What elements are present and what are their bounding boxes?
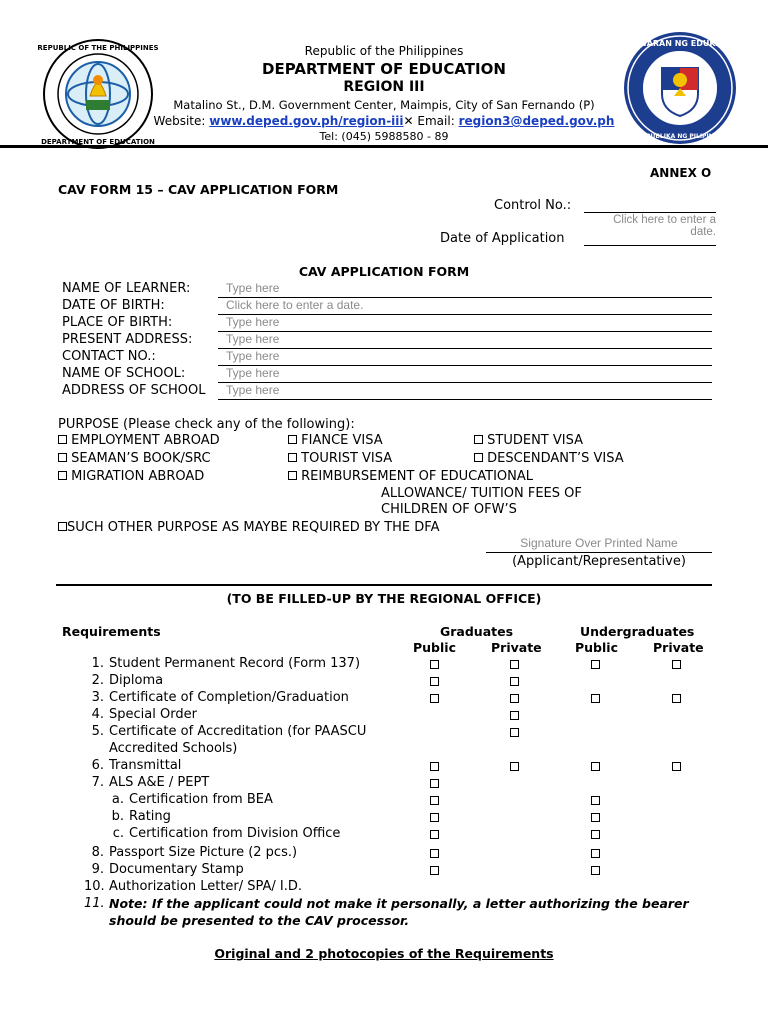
note-line1: Note: If the applicant could not make it personally, a letter authorizing the bearer xyxy=(109,896,689,911)
purpose-label: EMPLOYMENT ABROAD xyxy=(71,433,220,448)
purpose-label: STUDENT VISA xyxy=(487,433,583,448)
checkbox-icon[interactable] xyxy=(591,866,600,875)
checkbox-icon[interactable] xyxy=(591,660,600,669)
requirement-text: Student Permanent Record (Form 137) xyxy=(109,656,361,671)
place-of-birth-input[interactable]: Type here xyxy=(218,315,712,332)
checkbox-icon[interactable] xyxy=(672,660,681,669)
address-of-school-input[interactable]: Type here xyxy=(218,383,712,400)
checkbox-icon[interactable] xyxy=(430,677,439,686)
purpose-tourist-visa[interactable] xyxy=(288,451,392,466)
checkbox-icon[interactable] xyxy=(430,694,439,703)
purpose-label: REIMBURSEMENT OF EDUCATIONAL xyxy=(301,469,534,484)
present-address-input[interactable]: Type here xyxy=(218,332,712,349)
signature-caption: (Applicant/Representative) xyxy=(512,554,686,569)
checkbox-icon[interactable] xyxy=(591,762,600,771)
purpose-label: FIANCE VISA xyxy=(301,433,383,448)
purpose-label: MIGRATION ABROAD xyxy=(71,469,205,484)
requirement-number: 6. xyxy=(91,758,104,773)
checkbox-icon[interactable] xyxy=(591,813,600,822)
requirement-text: Diploma xyxy=(109,673,164,688)
email-label: Email: xyxy=(413,114,459,128)
date-of-birth-input[interactable]: Click here to enter a date. xyxy=(218,298,712,315)
requirement-row xyxy=(84,656,724,673)
requirement-number: 7. xyxy=(91,775,104,790)
requirement-text: Certification from BEA xyxy=(129,792,273,807)
requirement-text: ALS A&E / PEPT xyxy=(109,775,210,790)
purpose-reimbursement[interactable] xyxy=(288,469,533,484)
checkbox-icon[interactable] xyxy=(430,762,439,771)
purpose-migration-abroad[interactable] xyxy=(58,469,204,484)
requirement-text: Rating xyxy=(129,809,171,824)
requirement-text: Transmittal xyxy=(109,758,182,773)
office-address: Matalino St., D.M. Government Center, Maimpis, City of San Fernando (P) xyxy=(173,98,595,112)
requirement-row-continued xyxy=(84,741,724,758)
checkbox-icon[interactable] xyxy=(474,435,483,444)
undergraduates-public-header: Public xyxy=(575,640,618,655)
svg-text:DEPARTMENT OF EDUCATION: DEPARTMENT OF EDUCATION xyxy=(41,138,155,146)
reimbursement-line3: CHILDREN OF OFW’S xyxy=(381,502,517,517)
checkbox-icon[interactable] xyxy=(58,435,67,444)
checkbox-icon[interactable] xyxy=(591,694,600,703)
requirement-text: Authorization Letter/ SPA/ I.D. xyxy=(109,879,303,894)
field-label: PRESENT ADDRESS: xyxy=(62,332,193,347)
requirement-row xyxy=(84,775,724,792)
contact-no-input[interactable]: Type here xyxy=(218,349,712,366)
checkbox-icon[interactable] xyxy=(430,813,439,822)
checkbox-icon[interactable] xyxy=(510,694,519,703)
requirement-row xyxy=(84,707,724,724)
requirement-subrow xyxy=(104,826,744,843)
requirement-number: 1. xyxy=(91,656,104,671)
svg-text:REPUBLIC OF THE PHILIPPINES: REPUBLIC OF THE PHILIPPINES xyxy=(37,44,159,52)
checkbox-icon[interactable] xyxy=(591,830,600,839)
checkbox-icon[interactable] xyxy=(510,660,519,669)
requirement-subrow xyxy=(104,792,744,809)
requirement-letter: b. xyxy=(111,809,124,824)
purpose-label: TOURIST VISA xyxy=(301,451,393,466)
email-link[interactable]: region3@deped.gov.ph xyxy=(458,114,615,128)
field-address-of-school xyxy=(62,383,712,400)
republic-text: Republic of the Philippines xyxy=(304,44,464,58)
checkbox-icon[interactable] xyxy=(591,796,600,805)
checkbox-icon[interactable] xyxy=(58,522,67,531)
section-title: CAV APPLICATION FORM xyxy=(298,264,470,279)
telephone: Tel: (045) 5988580 - 89 xyxy=(319,130,449,143)
requirement-row xyxy=(84,845,724,862)
checkbox-icon[interactable] xyxy=(430,866,439,875)
annex-label: ANNEX O xyxy=(650,166,712,180)
requirement-number: 8. xyxy=(91,845,104,860)
date-placeholder-line1: Click here to enter a xyxy=(613,214,716,226)
purpose-student-visa[interactable] xyxy=(474,433,583,448)
requirement-text: Accredited Schools) xyxy=(109,741,238,756)
undergraduates-private-header: Private xyxy=(653,640,704,655)
requirement-row xyxy=(84,690,724,707)
checkbox-icon[interactable] xyxy=(430,830,439,839)
svg-text:REPUBLIKA NG PILIPINAS: REPUBLIKA NG PILIPINAS xyxy=(637,133,723,140)
graduates-public-header: Public xyxy=(413,640,456,655)
requirement-number: 3. xyxy=(91,690,104,705)
purpose-other[interactable] xyxy=(58,520,439,535)
checkbox-icon[interactable] xyxy=(510,762,519,771)
requirement-number: 5. xyxy=(91,724,104,739)
graduates-private-header: Private xyxy=(491,640,542,655)
requirement-number: 9. xyxy=(91,862,104,877)
close-icon: ✕ xyxy=(403,114,414,128)
checkbox-icon[interactable] xyxy=(430,849,439,858)
requirement-row xyxy=(84,758,724,775)
region-title: REGION III xyxy=(343,79,425,95)
name-of-learner-input[interactable]: Type here xyxy=(218,281,712,298)
purpose-label: SUCH OTHER PURPOSE AS MAYBE REQUIRED BY THE DFA xyxy=(67,520,440,535)
requirement-text: Certificate of Completion/Graduation xyxy=(109,690,349,705)
field-label: ADDRESS OF SCHOOL xyxy=(62,383,206,398)
control-no-label: Control No.: xyxy=(494,198,572,213)
checkbox-icon[interactable] xyxy=(58,453,67,462)
checkbox-icon[interactable] xyxy=(474,453,483,462)
field-label: NAME OF SCHOOL: xyxy=(62,366,186,381)
purpose-descendants-visa[interactable] xyxy=(474,451,624,466)
purpose-label: DESCENDANT’S VISA xyxy=(487,451,624,466)
field-present-address xyxy=(62,332,712,349)
checkbox-icon[interactable] xyxy=(430,779,439,788)
reimbursement-line2: ALLOWANCE/ TUITION FEES OF xyxy=(381,486,582,501)
requirement-row xyxy=(84,879,724,896)
note-line2: should be presented to the CAV processor. xyxy=(109,913,410,928)
undergraduates-heading: Undergraduates xyxy=(580,624,695,639)
section-divider xyxy=(56,584,712,586)
field-date-of-birth xyxy=(62,298,712,315)
website-label: Website: xyxy=(153,114,210,128)
footer-text: Original and 2 photocopies of the Requirements xyxy=(214,946,554,961)
graduates-heading: Graduates xyxy=(440,624,514,639)
field-name-of-school xyxy=(62,366,712,383)
requirements-heading: Requirements xyxy=(62,624,161,639)
field-label: NAME OF LEARNER: xyxy=(62,281,191,296)
requirement-row xyxy=(84,673,724,690)
requirement-text: Certification from Division Office xyxy=(129,826,341,841)
note-number: 11. xyxy=(84,896,105,911)
date-of-application-field[interactable] xyxy=(584,214,716,246)
checkbox-icon[interactable] xyxy=(430,796,439,805)
field-contact-no xyxy=(62,349,712,366)
requirement-number: 2. xyxy=(91,673,104,688)
checkbox-icon[interactable] xyxy=(672,694,681,703)
website-link[interactable]: www.deped.gov.ph/region-iii xyxy=(209,114,404,128)
field-label: PLACE OF BIRTH: xyxy=(62,315,173,330)
checkbox-icon[interactable] xyxy=(510,711,519,720)
requirement-subrow xyxy=(104,809,744,826)
purpose-heading: PURPOSE (Please check any of the following): xyxy=(58,417,355,432)
checkbox-icon[interactable] xyxy=(288,435,297,444)
control-no-field[interactable] xyxy=(584,199,716,213)
checkbox-icon[interactable] xyxy=(672,762,681,771)
requirement-text: Special Order xyxy=(109,707,197,722)
checkbox-icon[interactable] xyxy=(510,728,519,737)
requirement-text: Certificate of Accreditation (for PAASCU xyxy=(109,724,367,739)
contact-line xyxy=(0,114,768,128)
form-title: CAV FORM 15 – CAV APPLICATION FORM xyxy=(58,182,339,197)
field-name-of-learner xyxy=(62,281,712,298)
requirement-number: 10. xyxy=(84,879,105,894)
date-placeholder-line2: date. xyxy=(690,226,716,238)
purpose-fiance-visa[interactable] xyxy=(288,433,383,448)
checkbox-icon[interactable] xyxy=(430,660,439,669)
requirement-row xyxy=(84,862,724,879)
requirement-text: Documentary Stamp xyxy=(109,862,244,877)
purpose-label: SEAMAN’S BOOK/SRC xyxy=(71,451,211,466)
department-title: DEPARTMENT OF EDUCATION xyxy=(262,60,506,78)
field-label: DATE OF BIRTH: xyxy=(62,298,165,313)
field-place-of-birth xyxy=(62,315,712,332)
regional-office-heading: (TO BE FILLED-UP BY THE REGIONAL OFFICE) xyxy=(226,591,542,606)
requirement-number: 4. xyxy=(91,707,104,722)
purpose-seamans-book[interactable] xyxy=(58,451,211,466)
field-label: CONTACT NO.: xyxy=(62,349,156,364)
requirement-letter: a. xyxy=(111,792,124,807)
svg-text:KAGAWARAN NG EDUKASYON: KAGAWARAN NG EDUKASYON xyxy=(613,39,747,48)
name-of-school-input[interactable]: Type here xyxy=(218,366,712,383)
requirement-letter: c. xyxy=(112,826,124,841)
requirement-text: Passport Size Picture (2 pcs.) xyxy=(109,845,298,860)
checkbox-icon[interactable] xyxy=(288,453,297,462)
checkbox-icon[interactable] xyxy=(58,471,67,480)
signature-field[interactable]: Signature Over Printed Name xyxy=(486,536,712,553)
requirement-row xyxy=(84,724,724,741)
header-divider xyxy=(0,145,768,148)
purpose-employment-abroad[interactable] xyxy=(58,433,220,448)
checkbox-icon[interactable] xyxy=(591,849,600,858)
checkbox-icon[interactable] xyxy=(288,471,297,480)
date-of-application-label: Date of Application xyxy=(440,231,565,246)
checkbox-icon[interactable] xyxy=(510,677,519,686)
